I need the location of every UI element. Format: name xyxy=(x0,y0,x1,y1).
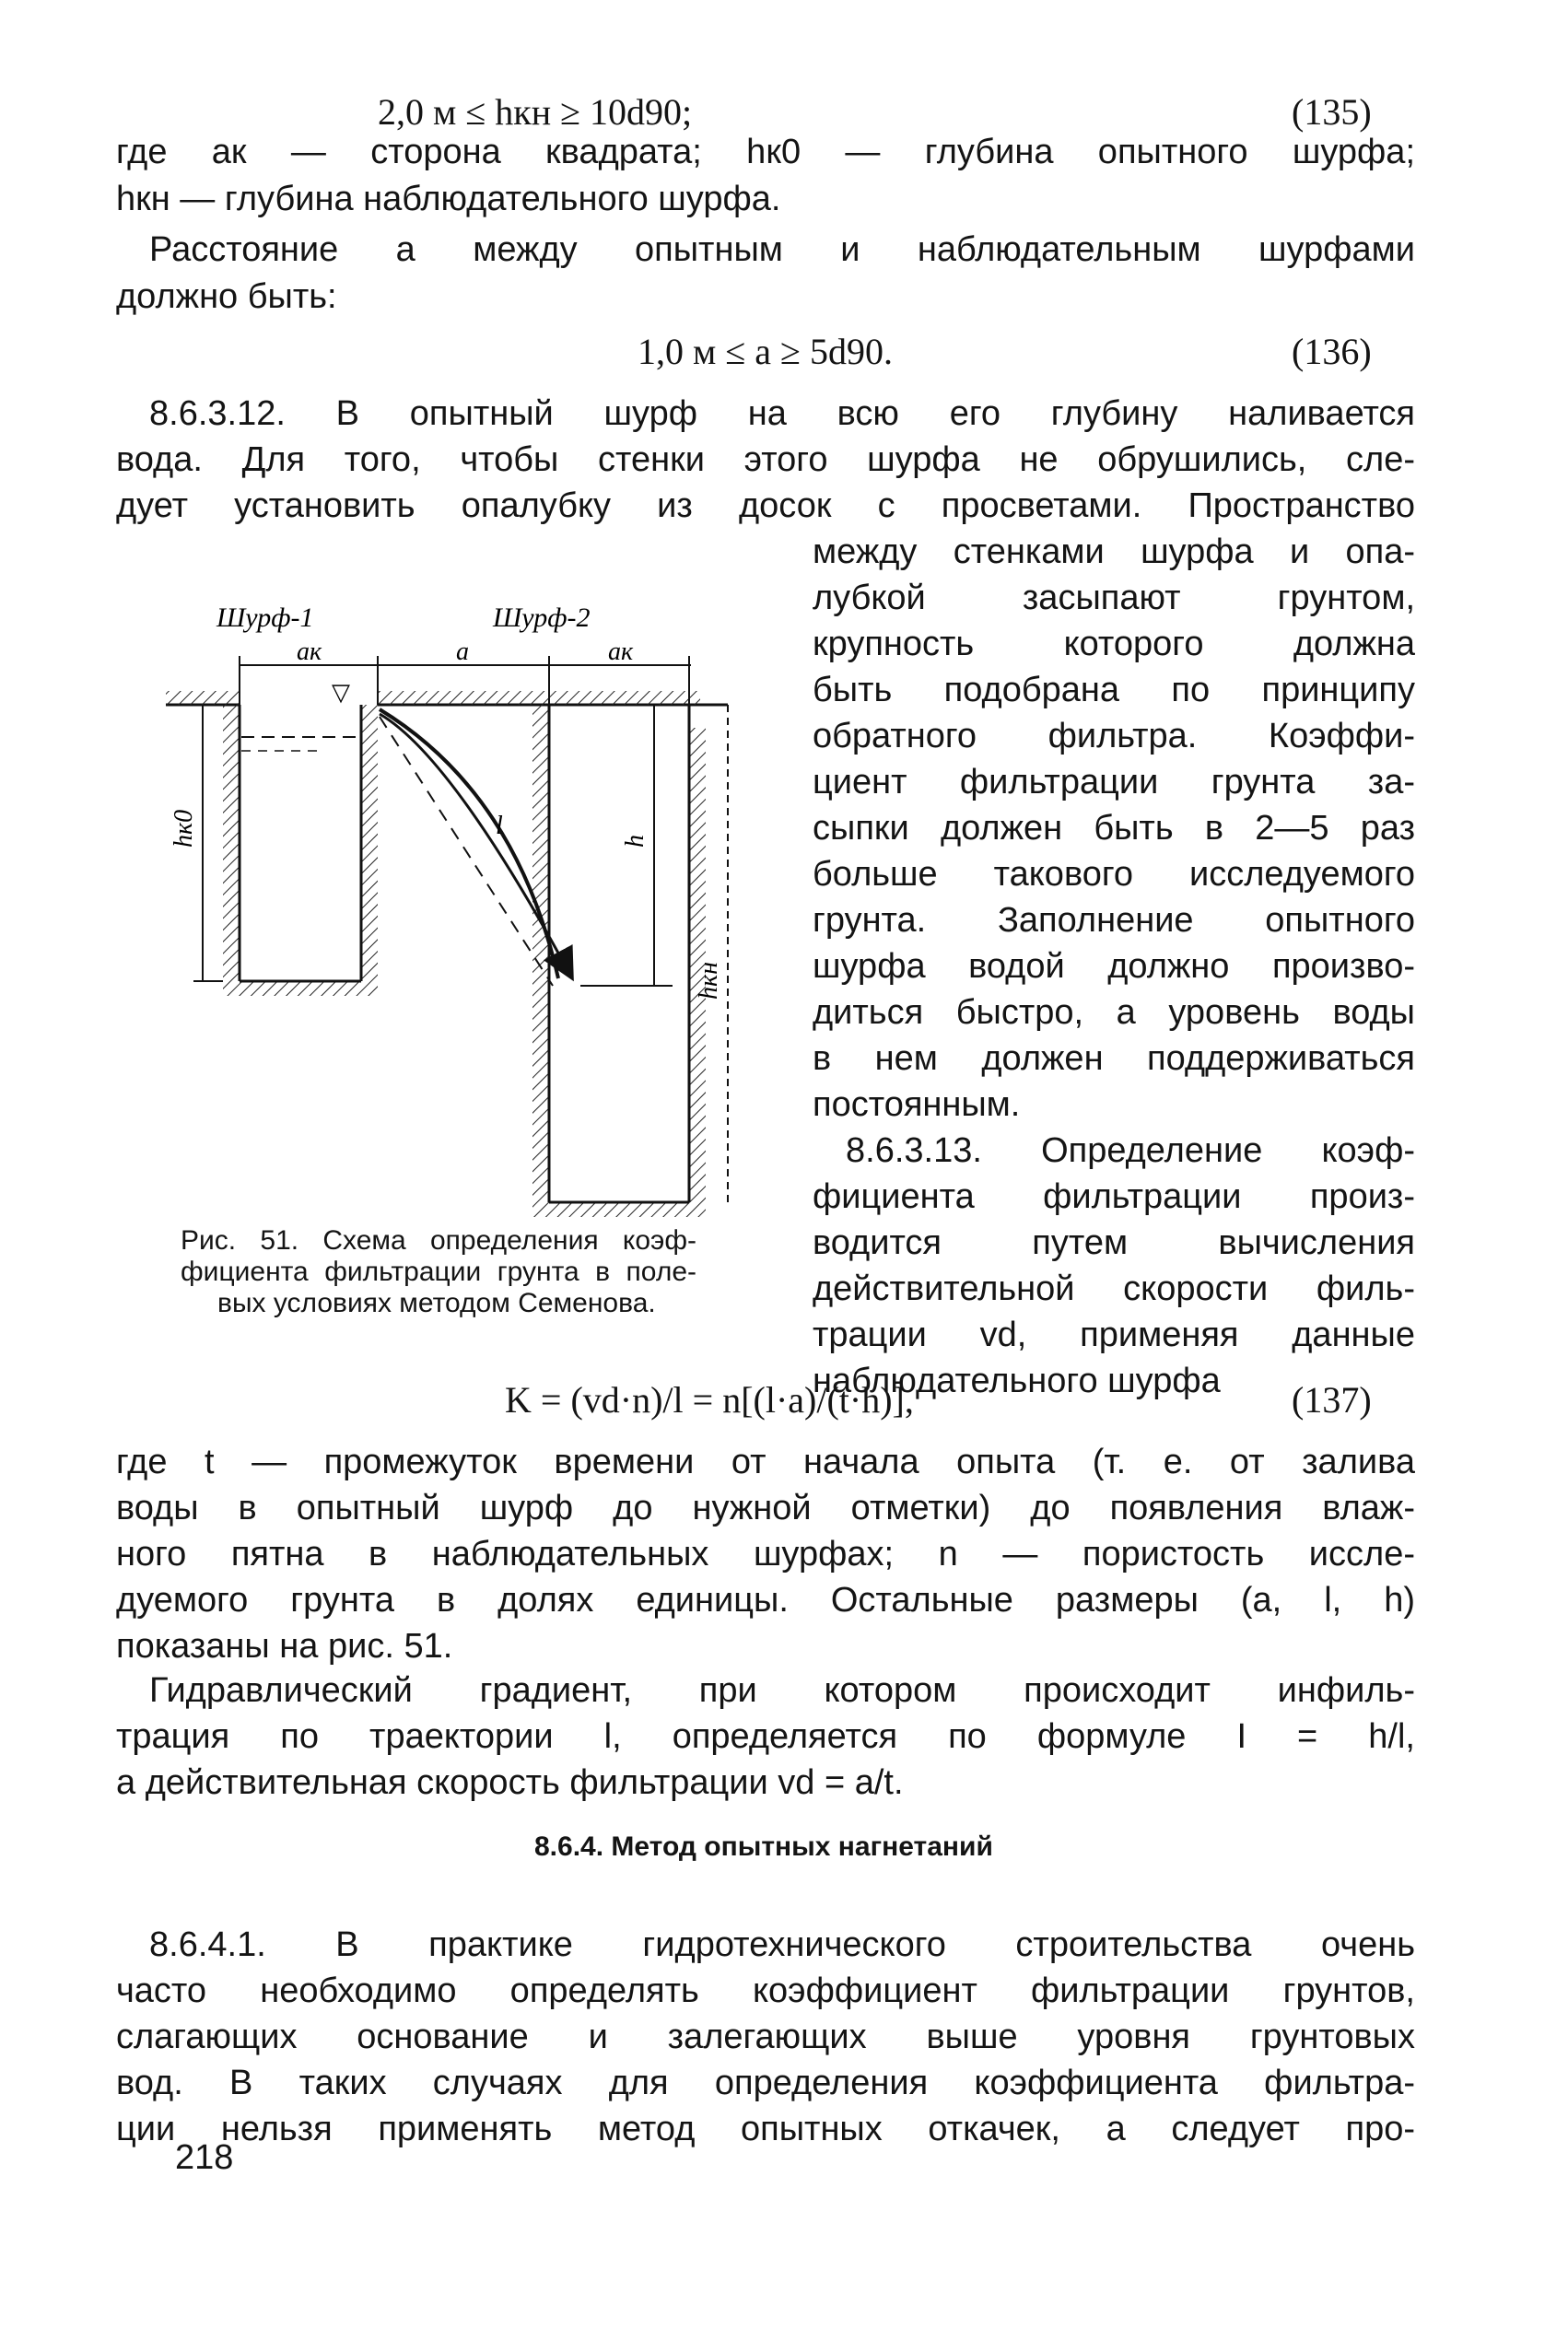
paragraph-8-6-3-12-line-3: дует установить опалубку из досок с просветами. Пространство xyxy=(116,486,1415,525)
side-text-line-7: сыпки должен быть в 2—5 раз xyxy=(813,809,1415,848)
paragraph-distance-line-1: Расстояние a между опытным и наблюдательным шурфами xyxy=(149,230,1415,269)
side-text-line-6: циент фильтрации грунта за- xyxy=(813,763,1415,801)
paragraph-8-6-4-1 xyxy=(116,1922,1415,2152)
p6-line-1: 8.6.4.1. В практике гидротехнического строительства очень xyxy=(149,1925,1415,1964)
side-text-line-2: лубкой засыпают грунтом, xyxy=(813,579,1415,617)
side-text-line-10: шурфа водой должно произво- xyxy=(813,947,1415,986)
figure-51-caption xyxy=(181,1225,733,1319)
p6-line-4: вод. В таких случаях для определения коэффициента фильтра- xyxy=(116,2064,1415,2102)
p5-line-2: трация по траектории l, определяется по формуле I = h/l, xyxy=(116,1717,1415,1756)
equation-135-number: (135) xyxy=(1292,91,1372,133)
label-pit-1: Шурф-1 xyxy=(216,603,314,633)
paragraph-distance-line-2: должно быть: xyxy=(116,277,337,316)
caption-line-1: Рис. 51. Схема определения коэф- xyxy=(181,1225,696,1256)
side-column-text xyxy=(813,529,1415,1404)
label-pit-2: Шурф-2 xyxy=(493,603,591,633)
ground-hatch-middle xyxy=(378,691,700,705)
pit-2-bottom-hatch xyxy=(532,1202,706,1217)
test-pit-1 xyxy=(223,705,378,996)
water-level-icon: ▽ xyxy=(332,679,350,707)
side-text-line-8: больше такового исследуемого xyxy=(813,855,1415,894)
label-l: l xyxy=(496,812,503,840)
equation-137-number: (137) xyxy=(1292,1379,1372,1421)
side-text-line-12: в нем должен поддерживаться xyxy=(813,1039,1415,1078)
equation-136-number: (136) xyxy=(1292,331,1372,372)
label-hk0: hк0 xyxy=(170,809,198,848)
side-text-line-17: действительной скорости филь- xyxy=(813,1269,1415,1308)
side-text-line-9: грунта. Заполнение опытного xyxy=(813,901,1415,940)
side-text-line-15: фициента фильтрации произ- xyxy=(813,1177,1415,1216)
p5-line-1: Гидравлический градиент, при котором происходит инфиль- xyxy=(149,1671,1415,1710)
p4-line-5: показаны на рис. 51. xyxy=(116,1627,453,1666)
figure-51-diagram xyxy=(138,580,802,1225)
p6-line-3: слагающих основание и залегающих выше уровня грунтовых xyxy=(116,2018,1415,2056)
side-text-line-3: крупность которого должна xyxy=(813,625,1415,663)
label-ak-1: aк xyxy=(297,638,322,666)
p4-line-4: дуемого грунта в долях единицы. Остальные размеры (a, l, h) xyxy=(116,1581,1415,1620)
p4-line-2: воды в опытный шурф до нужной отметки) до появления влаж- xyxy=(116,1489,1415,1527)
ground-hatch-left xyxy=(166,691,240,705)
label-ak-2: aк xyxy=(608,638,634,666)
paragraph-where-t xyxy=(116,1439,1415,1669)
observation-pit-2 xyxy=(332,709,350,1225)
p5-line-3: а действительная скорость фильтрации vd = a/t. xyxy=(116,1763,904,1802)
side-text-line-13: постоянным. xyxy=(813,1085,1021,1124)
side-text-line-1: между стенками шурфа и опа- xyxy=(813,532,1415,571)
equation-136: 1,0 м ≤ a ≥ 5d90. xyxy=(638,331,893,372)
filtration-curve xyxy=(380,709,558,978)
side-text-line-18: трации vd, применяя данные xyxy=(813,1316,1415,1354)
paragraph-8-6-3-12-line-1: 8.6.3.12. В опытный шурф на всю его глубину наливается xyxy=(149,394,1415,433)
equation-135: 2,0 м ≤ hкн ≥ 10d90; xyxy=(378,91,693,133)
p6-line-5: ции нельзя применять метод опытных откачек, а следует про- xyxy=(116,2110,1415,2148)
side-text-line-11: диться быстро, а уровень воды xyxy=(813,993,1415,1032)
side-text-line-5: обратного фильтра. Коэффи- xyxy=(813,717,1415,755)
side-text-line-16: водится путем вычисления xyxy=(813,1223,1415,1262)
dashed-trajectory xyxy=(380,717,553,986)
p4-line-3: ного пятна в наблюдательных шурфах; n — пористость иссле- xyxy=(116,1535,1415,1574)
p6-line-2: часто необходимо определять коэффициент фильтрации грунтов, xyxy=(116,1971,1415,2010)
side-text-line-4: быть подобрана по принципу xyxy=(813,671,1415,709)
label-h: h xyxy=(621,835,649,848)
side-text-line-19: наблюдательного шурфа xyxy=(813,1362,1221,1400)
paragraph-8-6-3-12-line-2: вода. Для того, чтобы стенки этого шурфа не обрушились, сле- xyxy=(116,440,1415,479)
caption-line-2: фициента фильтрации грунта в поле- xyxy=(181,1257,696,1287)
page-number: 218 xyxy=(175,2138,234,2177)
label-a: a xyxy=(456,638,469,666)
paragraph-gradient xyxy=(116,1667,1415,1806)
equation-137: K = (vd·n)/l = n[(l·a)/(t·h)], xyxy=(505,1379,914,1421)
section-heading: 8.6.4. Метод опытных нагнетаний xyxy=(534,1831,993,1862)
definition-line-2: hкн — глубина наблюдательного шурфа. xyxy=(116,180,781,218)
label-hkn: hкн xyxy=(695,962,723,1000)
caption-line-3: вых условиях методом Семенова. xyxy=(217,1288,656,1318)
definition-line-1: где aк — сторона квадрата; hк0 — глубина опытного шурфа; xyxy=(116,133,1415,171)
side-text-line-14: 8.6.3.13. Определение коэф- xyxy=(846,1131,1415,1170)
p4-line-1: где t — промежуток времени от начала опыта (т. е. от залива xyxy=(116,1443,1415,1481)
pit-2-left-wall-hatch xyxy=(532,705,549,1202)
